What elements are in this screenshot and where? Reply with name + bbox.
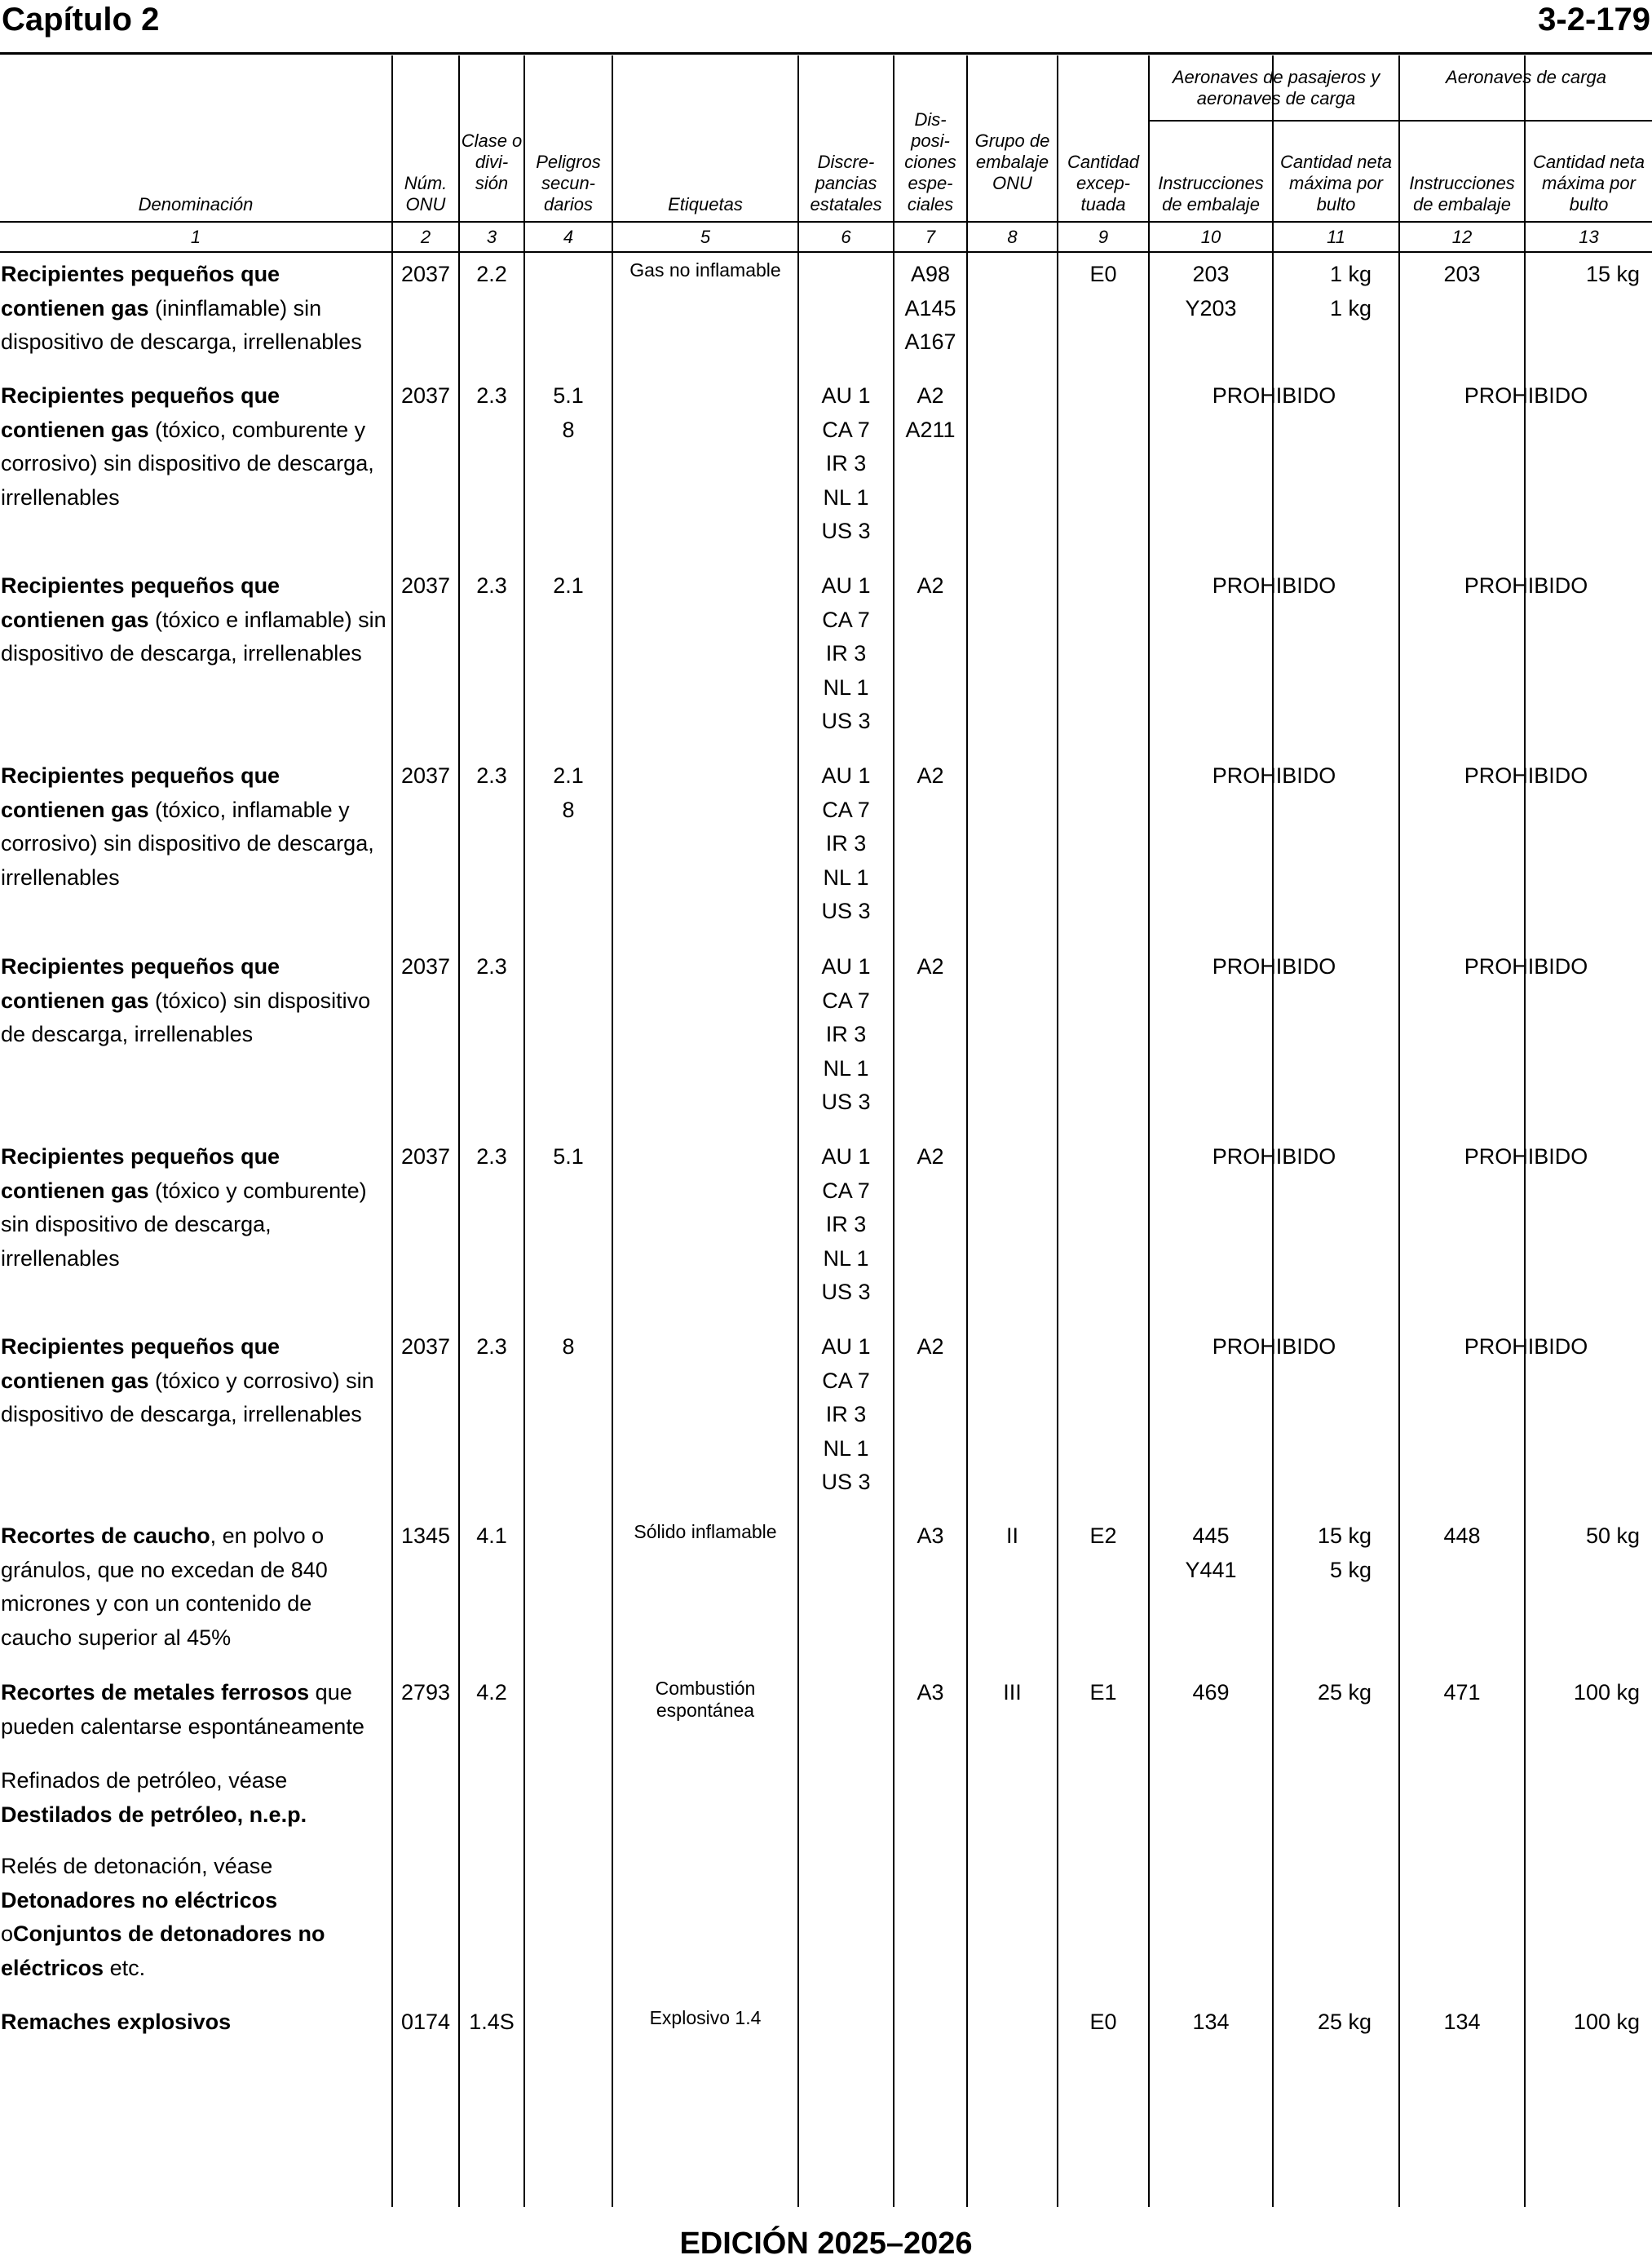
column-divider <box>523 55 525 2207</box>
entry-name-bold: Recipientes pequeños que contienen gas <box>1 1334 280 1393</box>
entry-name-rest: (tóxico, inflamable y corrosivo) sin dispositivo de descarga, irrellenables <box>1 797 374 890</box>
header-rule <box>0 52 1652 55</box>
forbidden-cargo: PROHIBIDO <box>1464 573 1588 598</box>
entry-name-rest: (tóxico e inflamable) sin dispositivo de descarga, irrellenables <box>1 607 386 665</box>
cell-sp: A2 <box>917 573 944 598</box>
cell-eq: E2 <box>1089 1523 1117 1548</box>
col-header-grupo: Grupo de embalaje ONU <box>974 130 1050 193</box>
group-header-carga: Aeronaves de carga <box>1446 67 1606 87</box>
cell-un: 2037 <box>400 573 451 598</box>
column-divider <box>391 55 393 2207</box>
entry-name <box>1 1140 387 1276</box>
cell-qty-cargo: 100 kg <box>1573 2010 1640 2034</box>
cell-sub: 5.1 <box>553 1144 584 1169</box>
entry-name-bold: Recipientes pequeños que contienen gas <box>1 763 280 822</box>
entry-name-rest: (ininflamable) sin dispositivo de descarga, irrellenables <box>1 295 362 354</box>
column-divider <box>612 55 613 2207</box>
entry-name <box>1 1330 387 1432</box>
col-header-clase: Clase o divi- sión <box>461 130 523 193</box>
entry-name <box>1 569 387 671</box>
cell-disc: AU 1 CA 7 IR 3 NL 1 US 3 <box>821 1144 871 1304</box>
col-header-disposiciones: Dis- posi- ciones espe- ciales <box>904 109 956 214</box>
cell-pi-pass: 203 Y203 <box>1185 262 1237 321</box>
cell-pi-cargo: 471 <box>1443 1680 1481 1705</box>
table-row <box>0 1764 1652 1827</box>
cell-sp: A3 <box>917 1523 944 1548</box>
col-header-instr-cargo: Instrucciones de embalaje <box>1409 173 1515 214</box>
col-header-qty-cargo: Cantidad neta máxima por bulto <box>1533 152 1645 214</box>
cell-pi-pass: 134 <box>1192 2010 1230 2034</box>
cell-un: 2037 <box>400 262 451 286</box>
column-divider <box>1272 55 1274 2207</box>
table-row <box>0 950 1652 1114</box>
column-number: 10 <box>1200 227 1221 247</box>
cell-un: 2037 <box>400 1334 451 1359</box>
entry-name-rest: (tóxico, comburente y corrosivo) sin dispositivo de descarga, irrellenables <box>1 417 374 510</box>
entry-name <box>1 950 387 1052</box>
table-row <box>0 379 1652 543</box>
entry-name <box>1 2005 387 2040</box>
cell-pi-pass: 445 Y441 <box>1185 1523 1237 1582</box>
forbidden-passenger: PROHIBIDO <box>1212 1144 1336 1169</box>
cell-cls: 2.3 <box>476 383 507 408</box>
cell-disc: AU 1 CA 7 IR 3 NL 1 US 3 <box>821 954 871 1114</box>
entry-name <box>1 759 387 895</box>
cell-cls: 2.3 <box>476 1144 507 1169</box>
cell-cls: 2.2 <box>476 262 507 286</box>
cell-pi-pass: 469 <box>1192 1680 1230 1705</box>
cell-disc: AU 1 CA 7 IR 3 NL 1 US 3 <box>821 383 871 543</box>
table-row <box>0 1676 1652 1739</box>
cell-pi-cargo: 203 <box>1443 262 1481 286</box>
entry-name <box>1 1676 387 1744</box>
entry-name <box>1 1850 387 1985</box>
cell-eq: E0 <box>1089 2010 1117 2034</box>
cell-cls: 4.2 <box>476 1680 507 1705</box>
table-row <box>0 1140 1652 1304</box>
cell-sp: A2 <box>917 954 944 979</box>
cell-sp: A2 <box>917 1144 944 1169</box>
hazard-label: Sólido inflamable <box>634 1521 777 1542</box>
group-header-pasajeros: Aeronaves de pasajeros y aeronaves de carga <box>1172 67 1380 108</box>
entry-name <box>1 1764 387 1832</box>
cell-pg: III <box>1003 1680 1022 1705</box>
col-header-discrepancias: Discre- pancias estatales <box>810 152 882 214</box>
entry-name-bold: Recipientes pequeños que contienen gas <box>1 573 280 632</box>
cell-sp: A98 A145 A167 <box>904 262 956 354</box>
cell-un: 2037 <box>400 383 451 408</box>
cell-cls: 4.1 <box>476 1523 507 1548</box>
forbidden-passenger: PROHIBIDO <box>1212 763 1336 788</box>
cell-qty-pass: 15 kg 5 kg <box>1317 1523 1372 1582</box>
cell-sp: A3 <box>917 1680 944 1705</box>
cell-un: 2037 <box>400 1144 451 1169</box>
table-row <box>0 759 1652 923</box>
see-reference-target: Destilados de petróleo, n.e.p. <box>1 1802 307 1827</box>
entry-name <box>1 1519 387 1655</box>
column-number: 5 <box>700 227 711 247</box>
page-header <box>0 0 1652 54</box>
table-row <box>0 1850 1652 1980</box>
column-divider <box>1057 55 1058 2207</box>
cell-pi-cargo: 134 <box>1443 2010 1481 2034</box>
column-number: 9 <box>1098 227 1109 247</box>
forbidden-cargo: PROHIBIDO <box>1464 763 1588 788</box>
cell-qty-cargo: 100 kg <box>1573 1680 1640 1705</box>
table-row <box>0 569 1652 733</box>
entry-name-bold: Recipientes pequeños que contienen gas <box>1 954 280 1013</box>
cell-sp: A2 <box>917 763 944 788</box>
column-divider <box>797 55 799 2207</box>
cell-un: 0174 <box>400 2010 451 2034</box>
page-number: 3-2-179 <box>1538 2 1650 38</box>
cell-disc: AU 1 CA 7 IR 3 NL 1 US 3 <box>821 763 871 923</box>
cell-disc: AU 1 CA 7 IR 3 NL 1 US 3 <box>821 1334 871 1494</box>
cell-cls: 1.4S <box>469 2010 515 2034</box>
col-header-cantidad-exceptuada: Cantidad excep- tuada <box>1067 152 1140 214</box>
column-divider <box>893 55 894 2207</box>
column-divider <box>1148 55 1150 2207</box>
cell-un: 2037 <box>400 763 451 788</box>
column-number: 2 <box>420 227 431 247</box>
see-reference-suffix: etc. <box>104 1955 146 1980</box>
cell-sub: 5.1 8 <box>553 383 584 442</box>
cell-qty-pass: 25 kg <box>1317 2010 1372 2034</box>
entry-name <box>1 258 387 360</box>
column-number: 11 <box>1327 227 1345 247</box>
cell-qty-pass: 25 kg <box>1317 1680 1372 1705</box>
column-number: 4 <box>563 227 574 247</box>
cell-sub: 8 <box>562 1334 575 1359</box>
see-reference-connector: o <box>1 1921 14 1946</box>
column-number: 8 <box>1007 227 1018 247</box>
entry-name-rest: (tóxico) sin dispositivo de descarga, irrellenables <box>1 988 371 1046</box>
column-divider <box>966 55 968 2207</box>
forbidden-cargo: PROHIBIDO <box>1464 1334 1588 1359</box>
hazard-label: Gas no inflamable <box>629 259 781 281</box>
col-header-peligros: Peligros secun- darios <box>536 152 601 214</box>
see-reference-text: Refinados de petróleo, véase <box>1 1768 288 1793</box>
see-reference-text: Relés de detonación, véase <box>1 1854 273 1878</box>
forbidden-passenger: PROHIBIDO <box>1212 1334 1336 1359</box>
column-number: 13 <box>1579 227 1599 247</box>
cell-cls: 2.3 <box>476 763 507 788</box>
cell-un: 2037 <box>400 954 451 979</box>
entry-name <box>1 379 387 515</box>
forbidden-passenger: PROHIBIDO <box>1212 954 1336 979</box>
entry-name-bold: Recortes de metales ferrosos <box>1 1680 310 1705</box>
forbidden-passenger: PROHIBIDO <box>1212 383 1336 408</box>
cell-cls: 2.3 <box>476 573 507 598</box>
column-number: 12 <box>1451 227 1473 247</box>
entry-name-rest: que pueden calentarse espontáneamente <box>1 1680 364 1739</box>
cell-cls: 2.3 <box>476 1334 507 1359</box>
header-bottom-rule <box>0 221 1652 223</box>
forbidden-cargo: PROHIBIDO <box>1464 954 1588 979</box>
entry-name-bold: Recipientes pequeños que contienen gas <box>1 383 280 442</box>
chapter-title: Capítulo 2 <box>2 2 160 38</box>
entry-name-bold: Recipientes pequeños que contienen gas <box>1 1144 280 1203</box>
column-number: 3 <box>486 227 497 247</box>
entry-name-bold: Recortes de caucho <box>1 1523 210 1548</box>
entry-name-rest: (tóxico y corrosivo) sin dispositivo de descarga, irrellenables <box>1 1368 374 1426</box>
entry-name-bold: Remaches explosivos <box>1 2010 232 2034</box>
cell-sub: 2.1 <box>553 573 584 598</box>
cell-sp: A2 <box>917 1334 944 1359</box>
column-number: 1 <box>190 227 201 247</box>
col-header-qty-pass: Cantidad neta máxima por bulto <box>1280 152 1392 214</box>
see-reference-target: Detonadores no eléctricos <box>1 1887 278 1912</box>
entry-name-rest: , en polvo o gránulos, que no excedan de 840 micrones y con un contenido de caucho superior al 45% <box>1 1523 328 1650</box>
see-reference-target: Conjuntos de detonadores no eléctricos <box>1 1921 325 1980</box>
cell-eq: E1 <box>1089 1680 1117 1705</box>
col-header-etiquetas: Etiquetas <box>668 194 743 214</box>
col-header-num-onu: Núm. ONU <box>404 173 448 214</box>
hazard-label: Combustión espontánea <box>655 1678 756 1721</box>
cell-disc: AU 1 CA 7 IR 3 NL 1 US 3 <box>821 573 871 733</box>
table-row <box>0 1519 1652 1650</box>
column-divider <box>1398 55 1400 2207</box>
cell-pg: II <box>1005 1523 1018 1548</box>
cell-un: 2793 <box>400 1680 451 1705</box>
edition-footer: EDICIÓN 2025–2026 <box>679 2226 973 2261</box>
cell-pi-cargo: 448 <box>1443 1523 1481 1548</box>
hazard-label: Explosivo 1.4 <box>649 2007 762 2028</box>
entry-name-rest: (tóxico y comburente) sin dispositivo de descarga, irrellenables <box>1 1178 367 1271</box>
column-number: 6 <box>841 227 851 247</box>
col-header-denominacion: Denominación <box>138 194 254 214</box>
cell-un: 1345 <box>400 1523 451 1548</box>
cell-qty-pass: 1 kg 1 kg <box>1329 262 1372 321</box>
cell-eq: E0 <box>1089 262 1117 286</box>
column-number: 7 <box>925 227 936 247</box>
cell-sp: A2 A211 <box>905 383 956 442</box>
table-row <box>0 258 1652 354</box>
group-header-rule <box>1148 120 1652 122</box>
entry-name-bold: Recipientes pequeños que contienen gas <box>1 262 280 321</box>
column-divider <box>1524 55 1526 2207</box>
forbidden-cargo: PROHIBIDO <box>1464 1144 1588 1169</box>
table-row <box>0 2005 1652 2038</box>
cell-qty-cargo: 50 kg <box>1585 1523 1640 1548</box>
forbidden-passenger: PROHIBIDO <box>1212 573 1336 598</box>
cell-qty-cargo: 15 kg <box>1585 262 1640 286</box>
cell-cls: 2.3 <box>476 954 507 979</box>
table-row <box>0 1330 1652 1494</box>
col-header-instr-pass: Instrucciones de embalaje <box>1158 173 1264 214</box>
colnum-bottom-rule <box>0 251 1652 253</box>
cell-sub: 2.1 8 <box>553 763 584 822</box>
column-divider <box>458 55 460 2207</box>
forbidden-cargo: PROHIBIDO <box>1464 383 1588 408</box>
